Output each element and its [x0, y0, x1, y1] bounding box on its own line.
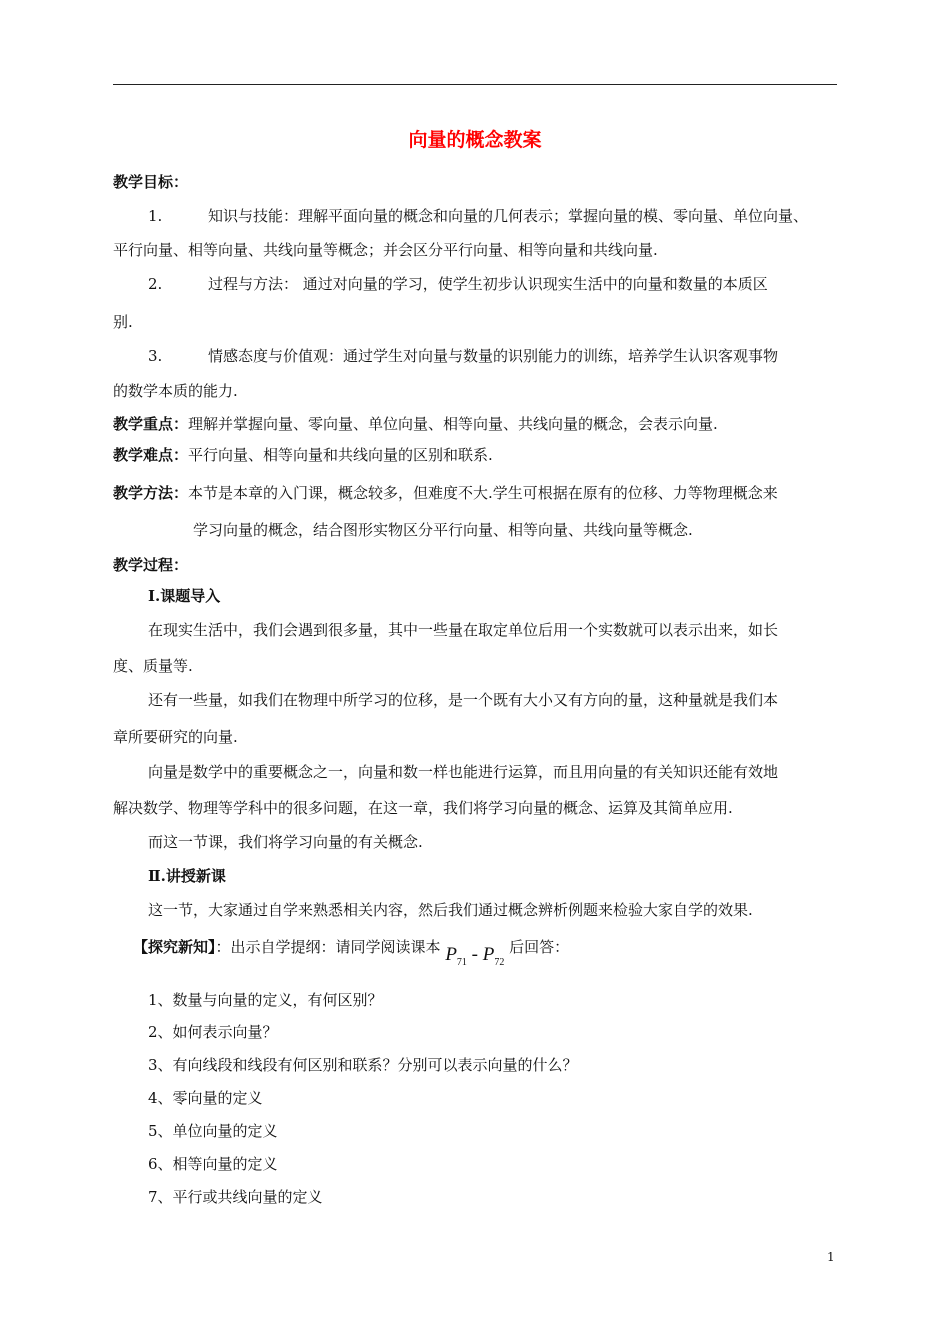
question-2: 2、如何表示向量？ — [148, 1023, 278, 1041]
paragraph-1: 在现实生活中，我们会遇到很多量，其中一些量在取定单位后用一个实数就可以表示出来，如长 — [148, 621, 779, 639]
question-5: 5、单位向量的定义 — [148, 1122, 278, 1140]
key-points — [113, 414, 718, 434]
paragraph-2: 还有一些量，如我们在物理中所学习的位移，是一个既有大小又有方向的量，这种量就是我们本 — [148, 691, 779, 709]
section-2-heading: Ⅱ.讲授新课 — [148, 867, 226, 885]
objective-num-1: 1. — [148, 207, 163, 225]
question-3: 3、有向线段和线段有何区别和联系？分别可以表示向量的什么？ — [148, 1056, 578, 1074]
objective-num-3: 3. — [148, 347, 163, 365]
difficulties — [113, 445, 493, 465]
question-7: 7、平行或共线向量的定义 — [148, 1188, 323, 1206]
question-4: 4、零向量的定义 — [148, 1089, 263, 1107]
key-points-label: 教学重点： — [113, 415, 189, 433]
explore-tail: 后回答： — [509, 938, 570, 956]
paragraph-4: 而这一节课，我们将学习向量的有关概念. — [148, 833, 423, 851]
math-sub-1: 71 — [456, 956, 467, 968]
methods-text: 本节是本章的入门课，概念较多，但难度不大.学生可根据在原有的位移、力等物理概念来 — [188, 484, 778, 502]
objective-item-3-cont: 的数学本质的能力. — [113, 382, 238, 400]
objective-item-3 — [148, 346, 778, 366]
objective-text-3: 情感态度与价值观：通过学生对向量与数量的识别能力的训练，培养学生认识客观事物 — [208, 347, 779, 365]
math-sub-2: 72 — [494, 956, 505, 968]
objective-num-2: 2. — [148, 275, 163, 293]
explore-label: 【探究新知】 — [133, 938, 216, 956]
math-dash: - — [466, 944, 483, 965]
section-1-heading: Ⅰ.课题导入 — [148, 587, 221, 605]
methods — [113, 483, 778, 503]
objective-item-2 — [148, 274, 768, 294]
objective-text-1: 知识与技能：理解平面向量的概念和向量的几何表示；掌握向量的模、零向量、单位向量、 — [208, 207, 809, 225]
methods-label: 教学方法： — [113, 484, 189, 502]
paragraph-3-cont: 解决数学、物理等学科中的很多问题，在这一章，我们将学习向量的概念、运算及其简单应用. — [113, 799, 733, 817]
question-6: 6、相等向量的定义 — [148, 1155, 278, 1173]
paragraph-2-cont: 章所要研究的向量. — [113, 728, 238, 746]
explore-line — [133, 937, 570, 968]
question-1: 1、数量与向量的定义，有何区别？ — [148, 991, 383, 1009]
paragraph-5: 这一节，大家通过自学来熟悉相关内容，然后我们通过概念辨析例题来检验大家自学的效果. — [148, 901, 753, 919]
math-p-2: P — [482, 944, 495, 965]
process-label: 教学过程： — [113, 556, 189, 574]
key-points-text: 理解并掌握向量、零向量、单位向量、相等向量、共线向量的概念，会表示向量. — [188, 415, 718, 433]
document-title: 向量的概念教案 — [408, 129, 542, 151]
paragraph-3: 向量是数学中的重要概念之一，向量和数一样也能进行运算，而且用向量的有关知识还能有效地 — [148, 763, 779, 781]
paragraph-1-cont: 度、质量等. — [113, 657, 193, 675]
page-number: 1 — [827, 1250, 835, 1264]
methods-cont: 学习向量的概念，结合图形实物区分平行向量、相等向量、共线向量等概念. — [193, 521, 693, 539]
difficulties-text: 平行向量、相等向量和共线向量的区别和联系. — [188, 446, 493, 464]
page-range-formula — [445, 944, 505, 968]
objective-item-2-cont: 别. — [113, 313, 133, 331]
objective-text-2: 过程与方法： 通过对向量的学习，使学生初步认识现实生活中的向量和数量的本质区 — [208, 275, 768, 293]
objective-item-1 — [148, 206, 808, 226]
math-p-1: P — [445, 944, 457, 965]
difficulties-label: 教学难点： — [113, 446, 189, 464]
objectives-label: 教学目标： — [113, 173, 189, 191]
header-rule — [113, 84, 837, 85]
objective-item-1-cont: 平行向量、相等向量、共线向量等概念；并会区分平行向量、相等向量和共线向量. — [113, 241, 658, 259]
explore-text: ：出示自学提纲：请同学阅读课本 — [215, 938, 441, 956]
